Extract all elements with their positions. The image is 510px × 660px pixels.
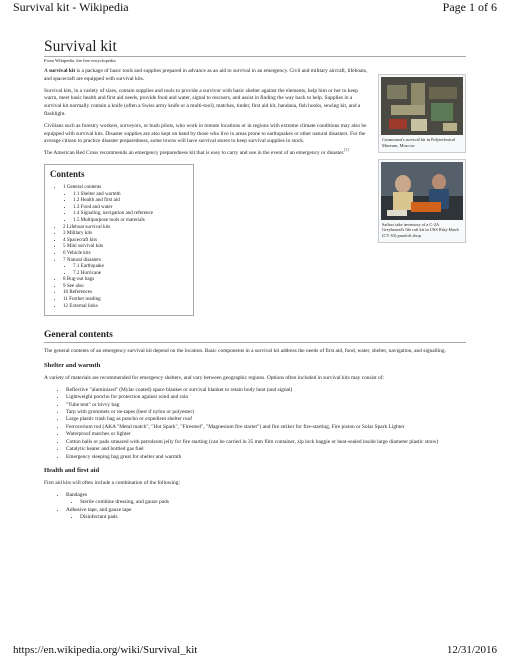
toc-item-12[interactable]: • 12 External links [63,303,183,310]
heading-shelter-warmth: Shelter and warmth [44,362,101,370]
toc-item-1-4[interactable]: • 1.4 Signaling, navigation and reference [73,210,183,217]
toc-item-9[interactable]: • 9 See also [63,283,183,290]
toc-item-8[interactable]: • 8 Bug-out bags [63,276,183,283]
list-item: • Lightweight poncho for protection against wind and rain [66,394,466,401]
print-header [13,0,497,15]
list-item: • Bandages • Sterile combine dressing, and gauze pads [66,492,466,507]
heading-general-contents: General contents [44,330,466,343]
list-item: • Cotton balls or pads smeared with petroleum jelly for fire starting (can be carried in 35 mm film container, zip lock baggie or heat-sealed inside large diameter plastic straw) [66,439,466,446]
toc-item-6[interactable]: • 6 Vehicle kits [63,250,183,257]
list-item: • Large plastic trash bag as poncho or expedient shelter roof [66,416,466,423]
paragraph-4: The American Red Cross recommends an emergency preparedness kit that is easy to carry and use in the event of an emergency or disaster.[1] [44,148,349,157]
shelter-list [44,387,466,461]
toc-item-4[interactable]: • 4 Spacecraft kits [63,237,183,244]
page-title: Survival kit [44,38,466,57]
toc-item-1-1[interactable]: • 1.1 Shelter and warmth [73,191,183,198]
caption-sailors-raft: Sailors take inventory of a C-2A Greyhound's life raft kit in USS Kitty Hawk (CV 63) parafoft shop [382,221,459,239]
article-content [44,38,466,525]
list-item: • Emergency sleeping bag great for shelter and warmth [66,454,466,461]
thumbnail-survival-kit[interactable] [378,74,466,153]
photo-survival-kit-icon[interactable] [381,77,463,135]
toc-item-2[interactable]: • 2 Lifeboat survival kits [63,224,183,231]
paragraph-3: Civilians such as forestry workers, surveyors, or bush pilots, who work in remote locations or in regions with extreme climate conditions may also be equipped with survival kits. Disaster supplies are also kept on hand by those who live in areas prone to earthquakes or other natural disasters. For the average citizen to practice disaster preparedness, some towns will have survival stores to keep survival supplies in stock. [44,122,367,145]
reference-link-1[interactable]: [1] [344,148,349,153]
photo-sailors-raft-icon[interactable] [381,162,463,220]
survival-kit-photo-drawing [381,77,463,135]
toc-item-7-2[interactable]: • 7.2 Hurricane [73,270,183,277]
toc-item-1-3[interactable]: • 1.3 Food and water [73,204,183,211]
toc-item-1-5[interactable]: • 1.5 Multipurpose tools or materials [73,217,183,224]
paragraph-2: Survival kits, in a variety of sizes, contain supplies and tools to provide a survivor with basic shelter against the elements, help him or her to keep warm, meet basic health and first aid needs, provide food and water, signal to rescuers, and assist in finding the way back to help. Supplies in a survival kit normally contain a knife (often a Swiss army knife or a multi-tool), matches, tinder, first aid kit, bandana, fish hooks, sewing kit, and a flashlight. [44,87,361,117]
table-of-contents [44,164,194,316]
toc-title: Contents [50,168,85,179]
list-item: • Adhesive tape, and gauze tape • Disinfectant pads [66,507,466,522]
toc-item-5[interactable]: • 5 Mini survival kits [63,243,183,250]
toc-item-7[interactable]: • 7 Natural disasters • 7.1 Earthquake • 7.2 Hurricane [63,257,183,277]
health-text: First aid kits will often include a combination of the following: [44,479,180,486]
shelter-text: A variety of materials are recommended for emergency shelters, and vary between geographic regions. Options often included in survival kits may consist of: [44,375,385,382]
intro-paragraph: A survival kit is a package of basic tools and supplies prepared in advance as an aid to survival in an emergency. Civil and military aircraft, lifeboats, and spacecraft are equipped with survival kits. [44,68,368,82]
general-contents-text: The general contents of an emergency survival kit depend on the location. Basic components in a survival kit address the needs of first aid, food, water, shelter, navigation, and signalling. [44,348,446,355]
heading-health-first-aid: Health and first aid [44,466,100,474]
toc-item-1-2[interactable]: • 1.2 Health and first aid [73,197,183,204]
print-header-title: Survival kit - Wikipedia [13,0,129,14]
thumbnail-sailors-raft[interactable] [378,159,466,243]
sailors-photo-drawing [381,162,463,220]
list-item: • Reflective "aluminized" (Mylar coated) space blanket or survival blanket to retain body heat (and signal) [66,387,466,394]
toc-item-10[interactable]: • 10 References [63,289,183,296]
print-footer-date: 12/31/2016 [446,644,497,656]
list-item: • Disinfectant pads [80,514,466,521]
list-item: • Tarp with grommets or tie-tapes (best if nylon or polyester) [66,409,466,416]
list-item: • Ferrocerium rod (AKA "Metal match", "Hot Spark", "Firesteel", "Magnesium fire starter") and fire striker for fire-starting, Fire piston or Solar Spark Lighter [66,424,466,431]
toc-item-11[interactable]: • 11 Further reading [63,296,183,303]
intro-bold: survival kit [48,68,76,74]
toc-item-7-1[interactable]: • 7.1 Earthquake [73,263,183,270]
toc-item-3[interactable]: • 3 Military kits [63,230,183,237]
list-item: • Waterproof matches or lighter [66,431,466,438]
print-header-page: Page 1 of 6 [442,0,497,14]
list-item: • Sterile combine dressing, and gauze pads [80,499,466,506]
toc-list [50,184,183,309]
from-line: From Wikipedia, the free encyclopedia [44,58,116,63]
print-footer [13,644,497,656]
list-item: • Catalytic heater and bottled gas fuel [66,446,466,453]
caption-survival-kit: Cosmonaut's survival kit in Polytechnical Museum, Moscow [382,137,455,148]
toc-item-1[interactable]: • 1 General contents • 1.1 Shelter and warmth • 1.2 Health and first aid • 1.3 Food and water • 1.4 Signaling, navigation and reference • 1.5 Multipurpose tools or materials [63,184,183,224]
list-item: • "Tube tent" or bivvy bag [66,402,466,409]
health-list [44,492,466,522]
print-footer-url: https://en.wikipedia.org/wiki/Survival_kit [13,644,198,656]
